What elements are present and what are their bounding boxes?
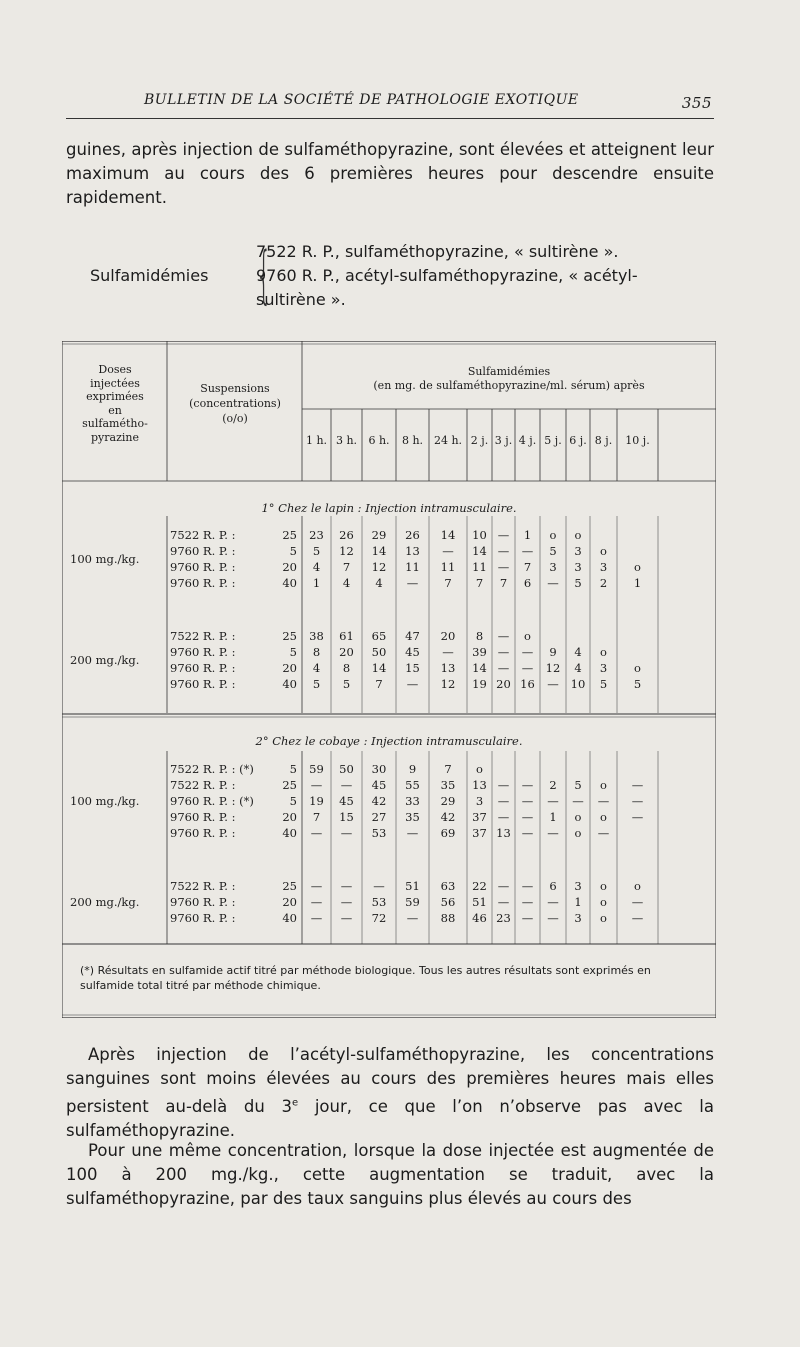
table-cell: o [600, 895, 607, 909]
legend-line-3: sultirène ». [256, 290, 346, 309]
table-cell: — [406, 826, 419, 840]
row-concentration: 5 [289, 762, 297, 776]
header-doses-line: sulfamétho- [82, 417, 148, 430]
table-cell: 10 [472, 528, 487, 542]
header-susp-line: (o/o) [222, 412, 248, 425]
row-concentration: 5 [289, 794, 297, 808]
section-title: 1° Chez le lapin : Injection intramusculaire. [261, 501, 517, 515]
table-cell: 72 [371, 911, 387, 925]
table-cell: 13 [405, 544, 420, 558]
table-cell: 88 [440, 911, 456, 925]
table-cell: 12 [371, 560, 387, 574]
brace-glyph: { [255, 238, 272, 311]
table-cell: — [310, 879, 323, 893]
table-cell: 39 [472, 645, 487, 659]
table-cell: 14 [371, 661, 387, 675]
table-cell: — [521, 879, 534, 893]
paragraph-1 [66, 1043, 714, 1143]
table-cell: — [521, 911, 534, 925]
table-cell: — [497, 528, 510, 542]
table-cell: — [497, 879, 510, 893]
table-cell: 10 [570, 677, 586, 691]
table-cell: 14 [472, 544, 487, 558]
table-cell: 53 [371, 895, 387, 909]
table-cell: 26 [339, 528, 354, 542]
header-time-label: 8 j. [594, 434, 613, 447]
table-cell: 1 [312, 576, 321, 590]
table-cell: 20 [440, 629, 456, 643]
header-susp-line: Suspensions [200, 382, 270, 395]
table-cell: 8 [312, 645, 321, 659]
row-concentration: 25 [282, 778, 297, 792]
table-cell: 5 [549, 544, 557, 558]
table-cell: 15 [339, 810, 354, 824]
table-cell: — [631, 778, 644, 792]
table-cell: — [521, 810, 534, 824]
table-cell: 29 [440, 794, 456, 808]
table-cell: o [600, 879, 607, 893]
table-cell: 5 [312, 544, 321, 558]
row-concentration: 20 [282, 560, 297, 574]
page-number: 355 [681, 94, 712, 112]
table-cell: 3 [574, 911, 582, 925]
table-cell: — [497, 629, 510, 643]
table-cell: 4 [375, 576, 383, 590]
table-cell: o [524, 629, 531, 643]
row-label: 9760 R. P. : [170, 810, 236, 824]
table-cell: 27 [371, 810, 387, 824]
row-concentration: 40 [282, 826, 297, 840]
row-concentration: 20 [282, 810, 297, 824]
table-cell: — [497, 544, 510, 558]
table-cell: 5 [312, 677, 321, 691]
table-cell: — [631, 794, 644, 808]
row-label: 7522 R. P. : [170, 528, 236, 542]
table-cell: 3 [574, 879, 582, 893]
row-label: 7522 R. P. : (*) [170, 762, 254, 776]
table-cell: 20 [496, 677, 511, 691]
table-cell: — [631, 911, 644, 925]
table-cell: — [442, 645, 454, 659]
legend-line-1: 7522 R. P., sulfaméthopyrazine, « sultirène ». [256, 242, 619, 261]
table-cell: 13 [440, 661, 456, 675]
table-cell: 3 [599, 661, 608, 675]
table-cell: 23 [309, 528, 324, 542]
table-cell: — [521, 794, 534, 808]
table-cell: 1 [549, 810, 557, 824]
table-cell: o [600, 911, 607, 925]
intro-paragraph: guines, après injection de sulfaméthopyrazine, sont élevées et atteignent leur maximum au cours des 6 premières heures pour descendre ensuite rapidement. [66, 140, 714, 207]
header-time-label: 4 j. [518, 434, 537, 447]
table-cell: — [497, 661, 510, 675]
dose-label: 100 mg./kg. [70, 552, 140, 566]
table-cell: — [521, 826, 534, 840]
row-label: 7522 R. P. : [170, 629, 236, 643]
table-cell: 15 [405, 661, 420, 675]
table-cell: 12 [339, 544, 354, 558]
row-label: 9760 R. P. : [170, 895, 236, 909]
table-cell: o [600, 645, 607, 659]
table-cell: — [340, 895, 353, 909]
table-cell: — [310, 778, 323, 792]
header-doses-line: exprimées [86, 390, 144, 403]
table-cell: 3 [475, 794, 484, 808]
table-cell: 4 [342, 576, 351, 590]
legend-line-2: 9760 R. P., acétyl-sulfaméthopyrazine, « acétyl- [256, 266, 638, 285]
table-cell: — [340, 826, 353, 840]
table-cell: o [634, 560, 641, 574]
table-cell: 20 [339, 645, 354, 659]
table-cell: 65 [371, 629, 387, 643]
table-cell: 3 [574, 560, 582, 574]
table-cell: — [547, 677, 559, 691]
row-label: 9760 R. P. : [170, 560, 236, 574]
table-cell: o [574, 528, 582, 542]
table-cell: — [310, 826, 323, 840]
header-sulf-line: Sulfamidémies [467, 365, 551, 378]
table-cell: — [442, 544, 454, 558]
table-cell: 50 [339, 762, 354, 776]
table-cell: 37 [472, 826, 487, 840]
table-cell: — [497, 794, 510, 808]
table-cell: 46 [472, 911, 487, 925]
table-cell: 53 [371, 826, 387, 840]
row-label: 9760 R. P. : [170, 544, 236, 558]
table-cell: — [631, 810, 644, 824]
table-cell: o [574, 810, 582, 824]
table-cell: 7 [444, 576, 452, 590]
table-cell: 42 [440, 810, 456, 824]
table-footnote: (*) Résultats en sulfamide actif titré par méthode biologique. Tous les autres résultats sont exprimés en sulfamide total titré par méthode chimique. [80, 964, 651, 992]
table-cell: — [521, 778, 534, 792]
table-cell: — [340, 778, 353, 792]
table-cell: 35 [405, 810, 420, 824]
header-doses-line: Doses [98, 363, 132, 376]
dose-label: 100 mg./kg. [70, 794, 140, 808]
table-cell: 51 [472, 895, 487, 909]
row-concentration: 5 [289, 645, 297, 659]
table-cell: — [572, 794, 584, 808]
table-cell: 4 [312, 560, 321, 574]
paragraph-1-a: Après injection de l’acétyl-sulfaméthopyrazine, les concentrations sanguines sont moins élevées au cours des premières heures mais elles persistent au-delà du 3e jour, ce que l’on n’observe pas avec la sulfaméthopyrazine. [66, 1045, 714, 1140]
table-cell: o [574, 826, 582, 840]
header-time-label: 24 h. [433, 434, 463, 447]
table-cell: 30 [371, 762, 387, 776]
table-cell: 5 [574, 576, 582, 590]
section-title: 2° Chez le cobaye : Injection intramusculaire. [255, 734, 523, 748]
header-time-label: 6 j. [569, 434, 587, 447]
table-cell: — [547, 794, 559, 808]
header-time-label: 5 j. [544, 434, 562, 447]
table-cell: 37 [472, 810, 487, 824]
table-cell: 8 [342, 661, 351, 675]
row-label: 9760 R. P. : [170, 645, 236, 659]
table-cell: 7 [444, 762, 452, 776]
header-doses-line: injectées [90, 376, 140, 390]
table-cell: 2 [549, 778, 557, 792]
row-concentration: 40 [282, 677, 297, 691]
table-cell: o [476, 762, 483, 776]
table-cell: 7 [312, 810, 321, 824]
row-label: 9760 R. P. : [170, 826, 236, 840]
table-cell: 1 [574, 895, 582, 909]
row-label: 9760 R. P. : (*) [170, 794, 254, 808]
table-cell: 8 [475, 629, 484, 643]
table-cell: o [634, 879, 641, 893]
table-cell: — [597, 826, 610, 840]
header-time-label: 8 h. [401, 434, 424, 447]
table-cell: — [497, 810, 510, 824]
table-cell: 69 [440, 826, 456, 840]
table-cell: — [497, 645, 510, 659]
table-cell: 13 [472, 778, 487, 792]
table-cell: 5 [342, 677, 351, 691]
table-cell: 3 [574, 544, 582, 558]
table-cell: 14 [472, 661, 487, 675]
table-cell: 51 [405, 879, 420, 893]
header-time-label: 6 h. [368, 434, 390, 447]
table-cell: 55 [405, 778, 420, 792]
row-label: 9760 R. P. : [170, 576, 236, 590]
row-concentration: 40 [282, 911, 297, 925]
table-cell: — [373, 879, 385, 893]
table-cell: 5 [599, 677, 608, 691]
table-cell: — [521, 661, 534, 675]
table-cell: 56 [440, 895, 456, 909]
table-cell: — [340, 879, 353, 893]
table-cell: 23 [496, 911, 511, 925]
paragraph-2: Pour une même concentration, lorsque la dose injectée est augmentée de 100 à 200 mg./kg., cette augmentation se traduit, avec la sulfaméthopyrazine, par des taux sanguins plus élevés au cours des [66, 1141, 714, 1208]
table-cell: — [406, 911, 419, 925]
table-cell: o [549, 528, 557, 542]
table-cell: 12 [545, 661, 561, 675]
table-cell: 4 [312, 661, 321, 675]
table-cell: — [547, 895, 559, 909]
table-cell: 7 [342, 560, 351, 574]
dose-label: 200 mg./kg. [70, 895, 140, 909]
table-cell: — [597, 794, 610, 808]
table-cell: 14 [440, 528, 456, 542]
table-cell: 14 [371, 544, 387, 558]
table-cell: 19 [309, 794, 324, 808]
table-cell: 61 [339, 629, 354, 643]
table-cell: — [406, 576, 419, 590]
table-cell: 45 [339, 794, 354, 808]
table-cell: 9 [408, 762, 417, 776]
table-cell: — [497, 560, 510, 574]
table-cell: 38 [309, 629, 324, 643]
table-cell: 7 [523, 560, 532, 574]
table-cell: 4 [574, 661, 582, 675]
table-cell: 7 [475, 576, 484, 590]
table-cell: 19 [472, 677, 487, 691]
table-cell: 13 [496, 826, 511, 840]
table-cell: o [600, 778, 607, 792]
header-time-label: 1 h. [305, 434, 328, 447]
table-cell: 1 [633, 576, 642, 590]
table-cell: 5 [633, 677, 642, 691]
table-cell: — [521, 645, 534, 659]
table-cell: 29 [371, 528, 387, 542]
table-cell: — [547, 576, 559, 590]
table-cell: — [406, 677, 419, 691]
table-cell: — [497, 778, 510, 792]
header-time-label: 2 j. [470, 434, 489, 447]
table-cell: 59 [309, 762, 324, 776]
table-cell: 6 [549, 879, 557, 893]
row-label: 9760 R. P. : [170, 677, 236, 691]
row-concentration: 20 [282, 895, 297, 909]
table-cell: 63 [440, 879, 456, 893]
table-cell: 26 [405, 528, 420, 542]
table-cell: o [634, 661, 641, 675]
header-sulf-line: (en mg. de sulfaméthopyrazine/ml. sérum) après [373, 379, 645, 392]
header-time-label: 3 j. [494, 434, 513, 447]
table-cell: 5 [574, 778, 582, 792]
table-cell: 11 [440, 560, 456, 574]
sulfamidemies-legend [78, 238, 718, 314]
table-cell: — [310, 895, 323, 909]
sulfamidemies-label: Sulfamidémies [90, 266, 209, 285]
row-label: 7522 R. P. : [170, 778, 236, 792]
table-cell: 9 [549, 645, 557, 659]
row-concentration: 40 [282, 576, 297, 590]
table-cell: 22 [472, 879, 487, 893]
table-cell: 50 [371, 645, 387, 659]
row-concentration: 25 [282, 629, 297, 643]
header-doses-line: pyrazine [91, 430, 139, 444]
row-concentration: 25 [282, 879, 297, 893]
table-cell: 33 [405, 794, 420, 808]
table-cell: 11 [405, 560, 420, 574]
table-cell: 45 [405, 645, 420, 659]
row-concentration: 25 [282, 528, 297, 542]
row-concentration: 5 [289, 544, 297, 558]
table-cell: 2 [599, 576, 608, 590]
table-cell: 3 [549, 560, 557, 574]
table-cell: 4 [574, 645, 582, 659]
table-cell: 11 [472, 560, 487, 574]
row-label: 7522 R. P. : [170, 879, 236, 893]
table-cell: 1 [523, 528, 532, 542]
results-table [62, 341, 716, 1018]
row-label: 9760 R. P. : [170, 661, 236, 675]
header-time-label: 3 h. [335, 434, 358, 447]
header-susp-line: (concentrations) [189, 397, 281, 410]
table-cell: — [547, 911, 559, 925]
table-cell: 42 [371, 794, 387, 808]
table-cell: — [497, 895, 510, 909]
table-cell: — [631, 895, 644, 909]
table-cell: 12 [440, 677, 456, 691]
row-label: 9760 R. P. : [170, 911, 236, 925]
table-cell: 47 [405, 629, 420, 643]
table-cell: 35 [440, 778, 456, 792]
table-cell: 6 [523, 576, 532, 590]
journal-title: BULLETIN DE LA SOCIÉTÉ DE PATHOLOGIE EXOTIQUE [144, 92, 579, 108]
table-cell: — [521, 895, 534, 909]
table-cell: 16 [520, 677, 535, 691]
table-cell: 3 [599, 560, 608, 574]
dose-label: 200 mg./kg. [70, 653, 140, 667]
table-cell: o [600, 544, 607, 558]
header-rule [66, 118, 714, 119]
table-cell: 7 [375, 677, 383, 691]
table-cell: 59 [405, 895, 420, 909]
header-doses-line: en [108, 403, 122, 417]
table-cell: — [547, 826, 559, 840]
table-cell: — [521, 544, 534, 558]
table-cell: — [340, 911, 353, 925]
header-time-label: 10 j. [625, 434, 650, 447]
table-cell: o [600, 810, 607, 824]
table-cell: 7 [499, 576, 508, 590]
table-cell: 45 [371, 778, 387, 792]
row-concentration: 20 [282, 661, 297, 675]
table-cell: — [310, 911, 323, 925]
